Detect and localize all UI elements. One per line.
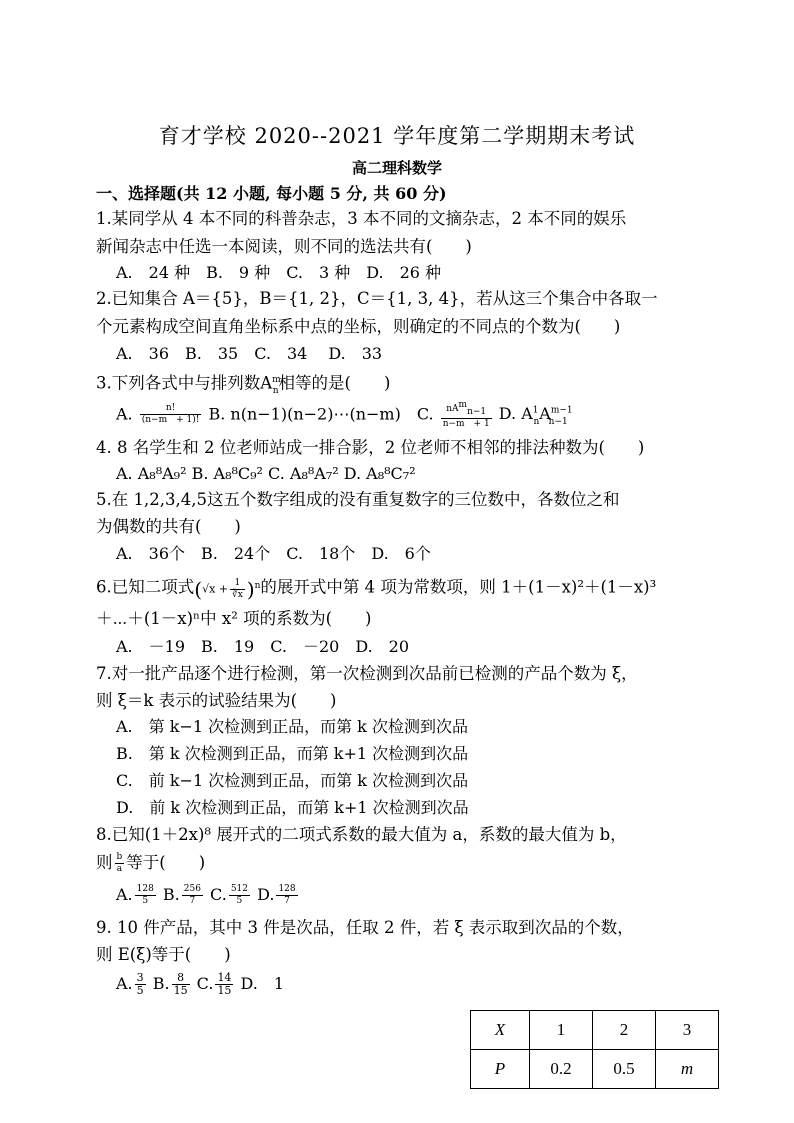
q3-opt-c-den: n−m + 1 — [442, 418, 490, 429]
q6-binomial: (√x + $\frac{1}{∛x}$ )$^n$ — [194, 577, 261, 602]
q3-opt-a-den: (n−m + 1)! — [141, 415, 200, 426]
q8-line2-end: 等于( ) — [126, 853, 206, 872]
q3-opt-c-num: $nA^m_{n-1}$ — [441, 400, 492, 419]
q8-ratio: $\frac{b}{a}$ — [116, 852, 123, 874]
q1-line1: 1.某同学从 4 本不同的科普杂志，3 本不同的文摘杂志，2 本不同的娱乐 — [96, 209, 627, 228]
q3-line1-text: 3.下列各式中与排列数A — [96, 373, 273, 393]
table-cell: m — [656, 1050, 719, 1089]
q3-opt-c-fraction — [441, 400, 492, 430]
q1-line2: 新闻杂志中任选一本阅读，则不同的选法共有( ) — [96, 237, 472, 256]
q8-opt-b-fraction: $\frac{256}{7}$ — [183, 884, 201, 906]
q9-options — [116, 972, 284, 997]
q9-opt-d-label: D. 1 — [240, 974, 285, 993]
q3-options — [116, 400, 573, 433]
q6-line1-start: 6.已知二项式 — [96, 577, 195, 597]
q7-option-b: B. 第 k 次检测到正品，而第 k+1 次检测到次品 — [116, 744, 469, 763]
q6-line1-end: 的展开式中第 4 项为常数项，则 1＋(1－x)²＋(1－x)³ — [260, 577, 657, 597]
q7-line1: 7.对一批产品逐个进行检测，第一次检测到次品前已检测的产品个数为 ξ， — [96, 664, 638, 683]
q6-options: A. －19 B. 19 C. －20 D. 20 — [116, 637, 410, 656]
q3-line1: 3.下列各式中与排列数$A^m_n$相等的是( ) — [96, 373, 391, 396]
q9-opt-c-label: C. — [196, 974, 214, 993]
q3-opt-a-fraction — [140, 403, 202, 426]
table-row — [471, 1050, 719, 1089]
table-cell: X — [471, 1011, 530, 1050]
q2-options: A. 36 B. 35 C. 34 D. 33 — [116, 344, 383, 363]
table-cell: 3 — [656, 1011, 719, 1050]
q4-options: A. A₈⁸A₉² B. A₈⁸C₉² C. A₈⁸A₇² D. A₈⁸C₇² — [116, 464, 416, 483]
q8-opt-d-fraction: $\frac{128}{7}$ — [278, 884, 296, 906]
q8-opt-c-label: C. — [210, 885, 227, 904]
section-heading: 一、选择题(共 12 小题, 每小题 5 分, 共 60 分) — [96, 184, 447, 203]
q3-opt-a-num: n! — [140, 403, 202, 415]
q9-opt-a-label: A. — [116, 974, 133, 993]
table-row — [471, 1011, 719, 1050]
table-cell: 1 — [530, 1011, 593, 1050]
q8-opt-d-label: D. — [257, 885, 275, 904]
q8-line1: 8.已知(1＋2x)⁸ 展开式的二项式系数的最大值为 a，系数的最大值为 b， — [96, 825, 627, 844]
q2-line2: 个元素构成空间直角坐标系中点的坐标，则确定的不同点的个数为( ) — [96, 317, 621, 336]
q8-opt-b-label: B. — [162, 885, 180, 904]
q5-line1: 5.在 1,2,3,4,5这五个数字组成的没有重复数字的三位数中，各数位之和 — [96, 490, 620, 509]
exam-subtitle: 高二理科数学 — [351, 159, 442, 177]
q7-option-c: C. 前 k−1 次检测到正品，而第 k 次检测到次品 — [116, 771, 469, 790]
table-cell: 2 — [593, 1011, 656, 1050]
q5-options: A. 36个 B. 24个 C. 18个 D. 6个 — [116, 544, 431, 563]
q9-line2: 则 E(ξ)等于( ) — [96, 945, 231, 964]
q7-option-a: A. 第 k−1 次检测到正品，而第 k 次检测到次品 — [116, 717, 468, 736]
q8-opt-a-label: A. — [116, 885, 133, 904]
q8-opt-a-fraction: $\frac{128}{5}$ — [136, 884, 154, 906]
q6-line1 — [96, 575, 656, 601]
table-cell: 0.2 — [530, 1050, 593, 1089]
q4-line1: 4. 8 名学生和 2 位老师站成一排合影，2 位老师不相邻的排法种数为( ) — [96, 438, 645, 457]
q9-opt-c-fraction: $\frac{14}{15}$ — [217, 971, 232, 997]
q5-line2: 为偶数的共有( ) — [96, 517, 241, 536]
q1-options: A. 24 种 B. 9 种 C. 3 种 D. 26 种 — [116, 263, 442, 282]
q9-opt-a-fraction: $\frac{3}{5}$ — [136, 971, 144, 997]
exam-title: 育才学校 2020--2021 学年度第二学期期末考试 — [158, 124, 636, 148]
q8-opt-c-fraction: $\frac{512}{5}$ — [230, 884, 248, 906]
q9-line1: 9. 10 件产品，其中 3 件是次品，任取 2 件，若 ξ 表示取到次品的个数， — [96, 918, 634, 937]
table-cell: 0.5 — [593, 1050, 656, 1089]
q8-options — [116, 884, 300, 907]
q3-opt-b: B. n(n−1)(n−2)⋯(n−m) C. — [208, 404, 434, 424]
q8-line2 — [96, 852, 205, 875]
q9-opt-b-label: B. — [152, 974, 170, 993]
distribution-table — [470, 1010, 719, 1089]
q3-opt-a-label: A. — [116, 404, 133, 424]
q2-line1: 2.已知集合 A＝{5}，B＝{1, 2}，C＝{1, 3, 4}，若从这三个集合中各取一 — [96, 289, 658, 308]
q6-line2: ＋⋯＋(1－x)ⁿ中 x² 项的系数为( ) — [96, 609, 372, 628]
q3-opt-d: D. $A^1_nA^{m-1}_{n-1}$ — [498, 404, 573, 427]
q3-line1-end: 相等的是( ) — [278, 373, 391, 393]
q7-line2: 则 ξ＝k 表示的试验结果为( ) — [96, 691, 337, 710]
table-cell: P — [471, 1050, 530, 1089]
q7-option-d: D. 前 k 次检测到正品，而第 k+1 次检测到次品 — [116, 798, 469, 817]
q8-line2-start: 则 — [96, 853, 113, 872]
q9-opt-b-fraction: $\frac{8}{15}$ — [173, 971, 188, 997]
